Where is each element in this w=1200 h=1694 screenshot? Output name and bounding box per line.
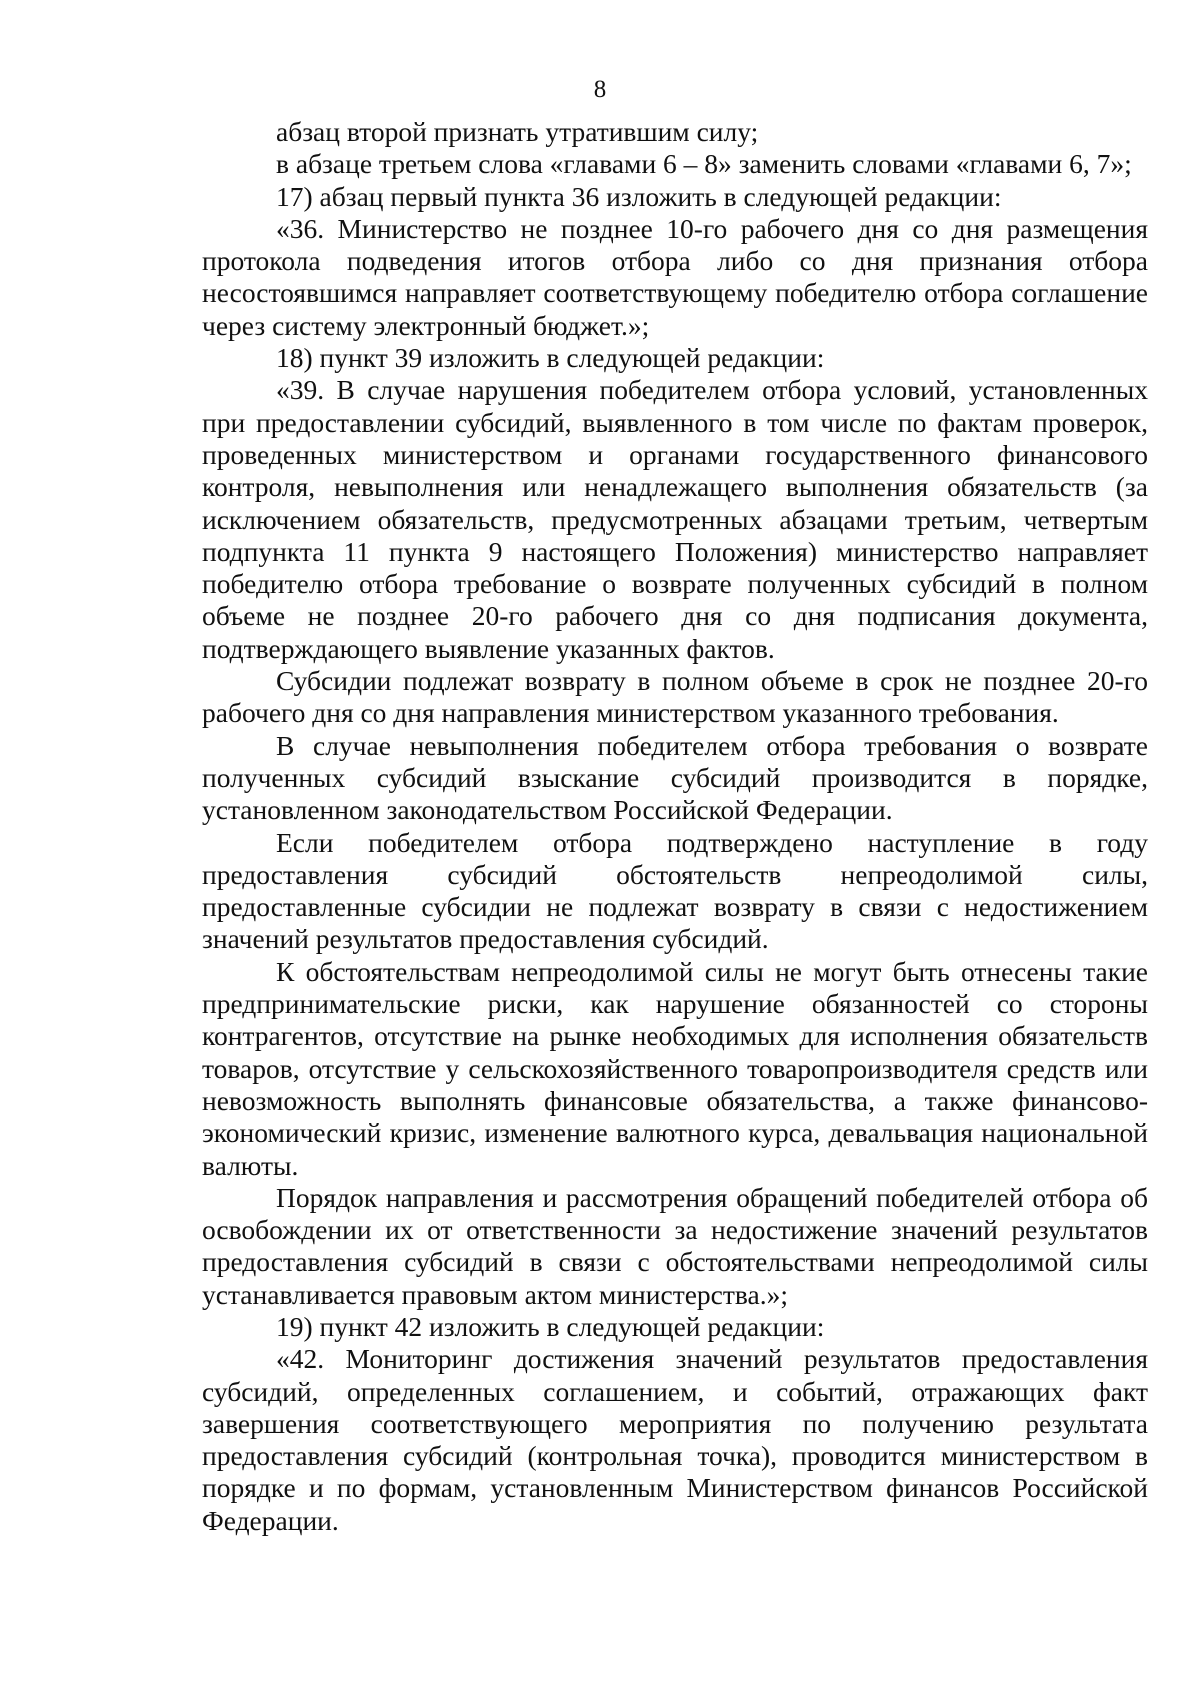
page-number: 8: [593, 76, 607, 103]
paragraph: в абзаце третьем слова «главами 6 – 8» заменить словами «главами 6, 7»;: [276, 148, 1132, 180]
paragraph: абзац второй признать утратившим силу;: [276, 116, 759, 147]
paragraph: 19) пункт 42 изложить в следующей редакции:: [276, 1310, 825, 1342]
paragraph: «39. В случае нарушения победителем отбора условий, установленных при предоставлении субсидий, выявленного в том числе по фактам проверок, проведенных министерством и органами государственного финансового контроля, невыполнения или ненадлежащего выполнения обязательств (за исключением обязательств, предусмотренных абзацами третьим, четвертым подпункта 11 пункта 9 настоящего Положения) министерство направляет победителю отбора требование о возврате полученных субсидий в полном объеме не позднее 20-го рабочего дня со дня подписания документа, подтверждающего выявление указанных фактов.: [202, 374, 1148, 664]
paragraph: 17) абзац первый пункта 36 изложить в следующей редакции:: [276, 180, 1002, 212]
paragraph: В случае невыполнения победителем отбора требования о возврате полученных субсидий взыскание субсидий производится в порядке, установленном законодательством Российской Федерации.: [202, 729, 1148, 826]
paragraph: Порядок направления и рассмотрения обращений победителей отбора об освобождении их от ответственности за недостижение значений результатов предоставления субсидий в связи с обстоятельствами непреодолимой силы устанавливается правовым актом министерства.»;: [202, 1181, 1148, 1310]
paragraph: 18) пункт 39 изложить в следующей редакции:: [276, 342, 825, 374]
paragraph: Если победителем отбора подтверждено наступление в году предоставления субсидий обстоятельств непреодолимой силы, предоставленные субсидии не подлежат возврату в связи с недостижением значений результатов предоставления субсидий.: [202, 826, 1148, 955]
paragraph: К обстоятельствам непреодолимой силы не могут быть отнесены такие предпринимательские риски, как нарушение обязанностей со стороны контрагентов, отсутствие на рынке необходимых для исполнения обязательств товаров, отсутствие у сельскохозяйственного товаропроизводителя средств или невозможность выполнять финансовые обязательства, а также финансово-экономический кризис, изменение валютного курса, девальвация национальной валюты.: [202, 955, 1148, 1181]
paragraph: «36. Министерство не позднее 10-го рабочего дня со дня размещения протокола подведения итогов отбора либо со дня признания отбора несостоявшимся направляет соответствующему победителю отбора соглашение через систему электронный бюджет.»;: [202, 212, 1148, 341]
paragraph: Субсидии подлежат возврату в полном объеме в срок не позднее 20-го рабочего дня со дня направления министерством указанного требования.: [202, 665, 1148, 729]
paragraph: «42. Мониторинг достижения значений результатов предоставления субсидий, определенных соглашением, и событий, отражающих факт завершения соответствующего мероприятия по получению результата предоставления субсидий (контрольная точка), проводится министерством в порядке и по формам, установленным Министерством финансов Российской Федерации.: [202, 1343, 1148, 1536]
document-body: [202, 116, 1148, 1537]
